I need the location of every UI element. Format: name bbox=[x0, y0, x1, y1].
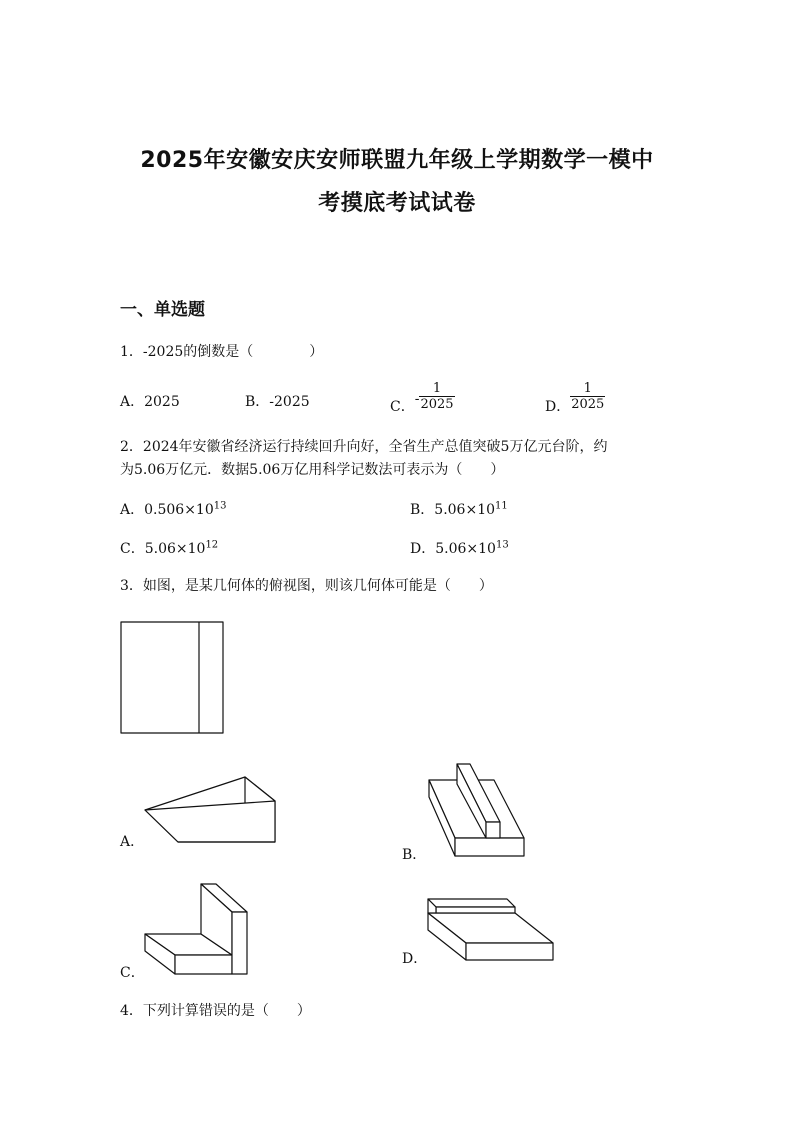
q1-option-c-denominator: 2025 bbox=[420, 397, 454, 412]
q2-option-d-base: 5.06×10 bbox=[435, 541, 496, 557]
question-2-stem-line2: 为5.06万亿元．数据5.06万亿用科学记数法可表示为（ ） bbox=[120, 462, 505, 478]
q1-option-c-numerator: 1 bbox=[432, 381, 442, 396]
page-title-line2: 考摸底考试试卷 bbox=[318, 191, 476, 216]
question-3-stem: 3．如图，是某几何体的俯视图，则该几何体可能是（ ） bbox=[120, 578, 493, 594]
q2-option-d-label: D． bbox=[410, 541, 436, 557]
q1-option-b: B．-2025 bbox=[245, 394, 310, 410]
page-title-line1: 2025年安徽安庆安师联盟九年级上学期数学一模中 bbox=[140, 148, 654, 173]
q3-option-c-label: C． bbox=[120, 965, 145, 981]
q2-option-d-exponent: 13 bbox=[495, 539, 509, 551]
slab-front-face bbox=[466, 943, 553, 960]
q1-option-c-label: C． bbox=[390, 398, 415, 415]
q2-option-b-exponent: 11 bbox=[495, 500, 508, 512]
q3-option-b-label: B． bbox=[402, 847, 427, 863]
q1-option-c-sign: - bbox=[414, 390, 420, 407]
question-1-stem: 1．-2025的倒数是（ ） bbox=[120, 344, 324, 360]
q2-option-c-label: C． bbox=[120, 541, 145, 557]
q1-option-a: A．2025 bbox=[120, 394, 180, 410]
q1-option-d-denominator: 2025 bbox=[571, 397, 605, 412]
q3-option-a-label: A． bbox=[120, 834, 145, 850]
q2-option-a-label: A． bbox=[120, 502, 145, 518]
q2-option-c-exponent: 12 bbox=[205, 539, 219, 551]
q3-option-d-label: D． bbox=[402, 951, 428, 967]
q2-option-a-exponent: 13 bbox=[213, 500, 227, 512]
step-front-face bbox=[436, 907, 515, 913]
q2-option-c-base: 5.06×10 bbox=[144, 541, 206, 557]
section-heading: 一、单选题 bbox=[120, 300, 205, 320]
q2-option-b-base: 5.06×10 bbox=[434, 502, 496, 518]
q1-option-d-numerator: 1 bbox=[583, 381, 592, 396]
question-2-stem-line1: 2．2024年安徽省经济运行持续回升向好，全省生产总值突破5万亿元台阶，约 bbox=[120, 439, 608, 455]
q2-option-a-base: 0.506×10 bbox=[144, 502, 214, 518]
step-top-face bbox=[428, 899, 515, 907]
question-4-stem: 4．下列计算错误的是（ ） bbox=[120, 1003, 311, 1019]
q2-option-b-label: B． bbox=[410, 502, 435, 518]
q1-option-d-label: D． bbox=[545, 398, 571, 415]
